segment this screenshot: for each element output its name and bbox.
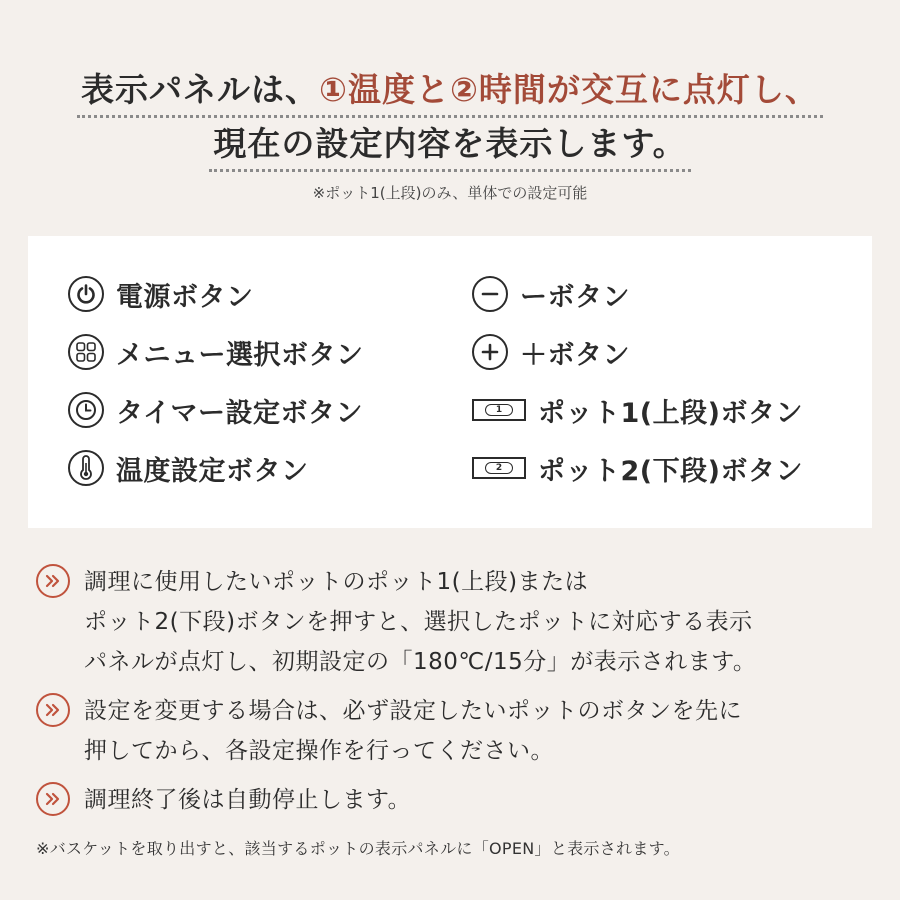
timer-button-label: タイマー設定ボタン	[116, 397, 363, 429]
pot1-icon	[472, 399, 526, 421]
thermometer-icon	[68, 450, 104, 486]
double-chevron-icon	[36, 564, 70, 598]
pot2-icon	[472, 457, 526, 479]
power-icon	[68, 276, 104, 312]
plus-icon	[472, 334, 508, 370]
temperature-button-label: 温度設定ボタン	[116, 455, 309, 487]
headline-line-1-text	[77, 64, 823, 118]
instruction-1-line-2: ポット2(下段)ボタンを押すと、選択したポットに対応する表示	[84, 609, 753, 635]
instruction-text-1	[84, 562, 756, 682]
legend-item-power	[68, 272, 254, 316]
instruction-item-1	[36, 562, 866, 682]
instruction-list	[36, 562, 866, 829]
legend-item-pot2	[472, 446, 803, 490]
headline-line-2-text: 現在の設定内容を表示します。	[209, 118, 690, 172]
legend-item-timer	[68, 388, 363, 432]
double-chevron-icon	[36, 782, 70, 816]
headline-line-1	[0, 64, 900, 118]
menu-grid-icon	[68, 334, 104, 370]
instruction-item-3	[36, 780, 866, 820]
legend-item-minus	[472, 272, 630, 316]
instruction-text-3	[84, 780, 411, 820]
headline-prefix: 表示パネルは、	[81, 70, 320, 109]
legend-item-plus	[472, 330, 630, 374]
instruction-2-line-2: 押してから、各設定操作を行ってください。	[84, 738, 554, 764]
instruction-item-2	[36, 691, 866, 771]
legend-item-temperature	[68, 446, 309, 490]
pot2-button-label: ポット2(下段)ボタン	[538, 455, 803, 487]
double-chevron-icon	[36, 693, 70, 727]
headline-accent: ①温度と②時間が交互に点灯し、	[319, 70, 819, 109]
pot1-button-label: ポット1(上段)ボタン	[538, 397, 803, 429]
minus-button-label: ーボタン	[520, 281, 630, 313]
instruction-1-line-1: 調理に使用したいポットのポット1(上段)または	[84, 569, 589, 595]
note-top: ※ポット1(上段)のみ、単体での設定可能	[312, 184, 588, 202]
headline-line-2	[0, 118, 900, 172]
pot2-icon-label: 2	[485, 462, 513, 474]
menu-button-label: メニュー選択ボタン	[116, 339, 364, 371]
legend-item-menu	[68, 330, 364, 374]
legend-item-pot1	[472, 388, 803, 432]
clock-icon	[68, 392, 104, 428]
button-legend-panel	[28, 236, 872, 528]
instruction-3-line-1: 調理終了後は自動停止します。	[84, 787, 412, 813]
plus-button-label: ＋ボタン	[520, 339, 630, 371]
pot1-icon-label: 1	[485, 404, 513, 416]
power-button-label: 電源ボタン	[116, 281, 254, 313]
instruction-text-2	[84, 691, 742, 771]
instruction-2-line-1: 設定を変更する場合は、必ず設定したいポットのボタンを先に	[84, 698, 742, 724]
note-bottom: ※バスケットを取り出すと、該当するポットの表示パネルに「OPEN」と表示されます。	[36, 839, 680, 858]
instruction-1-line-3: パネルが点灯し、初期設定の「180℃/15分」が表示されます。	[84, 649, 757, 675]
minus-icon	[472, 276, 508, 312]
